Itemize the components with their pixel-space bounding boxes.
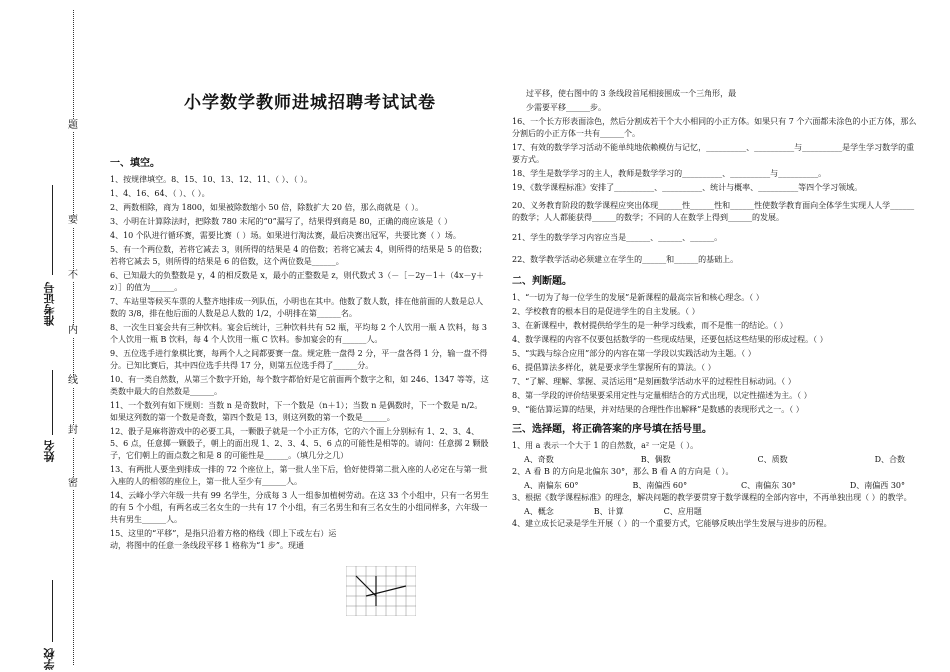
right-column	[512, 88, 917, 532]
choice-option: D、南偏西 30°	[849, 481, 905, 490]
seal-dotted-line	[73, 10, 74, 665]
choice-question: 4、建立成长记录是学生开展（ ）的一个重要方式，它能够反映出学生发展与进步的历程。	[512, 519, 832, 528]
question-item: 17、有效的数学学习活动不能单纯地依赖模仿与记忆，__________、__________与__________是学生学习数学的重要方式。	[512, 143, 915, 164]
question-item: 12、骰子是麻将游戏中的必要工具，一颗骰子就是一个小正方体，它的六个面上分别标有 1、2、3、4、5、6 点，任意掷一颗骰子，朝上的面出现 1、2、3、4、5、6 点的可能性是相等的。请问：任意掷 2 颗骰子，它们朝上的面点数之和是 8 的可能性是______。（填几分之几）	[110, 427, 489, 460]
section-heading: 一、填空。	[110, 158, 160, 169]
question-item: 3、小明在计算除法时，把除数 780 末尾的“0”漏写了，结果得到商是 80，正确的商应该是（ ）	[110, 217, 452, 226]
question-item: 14、云峰小学六年级一共有 99 名学生，分成每 3 人一组参加植树劳动。在这 33 个小组中，只有一名男生的有 5 个小组，有两名或三名女生的一共有 17 个小组，有三名男生和有三名女生的小组同样多，六年级一共有男生______人。	[110, 491, 489, 524]
choice-option: C、应用题	[663, 507, 702, 516]
ticket-number-label: 准考证号	[43, 282, 56, 326]
seal-word: 题	[63, 120, 83, 132]
ticket-number-field[interactable]	[52, 185, 53, 275]
question-item: 1、按规律填空。8、15、10、13、12、11、（ ）、（ ）。	[110, 175, 313, 184]
school-field[interactable]	[52, 580, 53, 642]
name-label: 姓名	[43, 440, 56, 462]
question-item: 15、这里的“平移”，是指只沿着方格的格线（即上下或左右）运动，将图中的任意一条线段平移 1 格称为“1 步”。现通	[110, 529, 337, 550]
choice-options	[512, 454, 917, 466]
choice-question: 2、A 看 B 的方向是北偏东 30°，那么 B 看 A 的方向是（ ）。	[512, 467, 734, 476]
page-title: 小学数学教师进城招聘考试试卷	[184, 93, 436, 113]
choice-option: A、概念	[524, 507, 554, 516]
judge-item: 7、“了解、理解、掌握、灵活运用”是刻画数学活动水平的过程性目标动词。（ ）	[512, 377, 796, 386]
question-item: 20、义务教育阶段的数学课程应突出体现______性______性和______性使数学教育面向全体学生实现人人学______的数学；人人都能获得______的数学；不同的人在数学上得到______的发展。	[512, 201, 915, 222]
question-item: 13、有两批人要坐到排成一排的 72 个座位上，第一批人坐下后，恰好使得第二批入座的人必定在与第一批入座的人的相邻的座位上，第一批人至少有______人。	[110, 465, 488, 486]
section-heading: 三、选择题，将正确答案的序号填在括号里。	[512, 424, 712, 435]
question-item: 1、4、16、64、（ ）、（ ）。	[110, 189, 210, 198]
question-item: 16、一个长方形表面涂色，然后分割成若干个大小相同的小正方体。如果只有 7 个六面都未涂色的小正方体，那么分割后的小正方体一共有______个。	[512, 117, 917, 138]
judge-item: 9、“能估算运算的结果，并对结果的合理性作出解释”是数感的表现形式之一。（ ）	[512, 405, 804, 414]
seal-word: 密	[63, 478, 83, 490]
choice-options	[512, 480, 917, 492]
seal-word: 封	[63, 425, 83, 437]
question-item: 8、一次生日宴会共有三种饮料。宴会后统计，三种饮料共有 52 瓶，平均每 2 个人饮用一瓶 A 饮料，每 3 个人饮用一瓶 B 饮料，每 4 个人饮用一瓶 C 饮料。参加宴会的有______人。	[110, 323, 488, 344]
question-item: 18、学生是数学学习的主人，教师是数学学习的__________、__________与__________。	[512, 169, 827, 178]
question-item: 7、车站里等候买车票的人整齐地排成一列队伍，小明也在其中。他数了数人数，排在他前面的人数是总人数的 3/8，排在他后面的人数是总人数的 1/2，小明排在第______名。	[110, 297, 484, 318]
judge-item: 2、学校教育的根本目的是促进学生的自主发展。（ ）	[512, 307, 700, 316]
grid-figure	[346, 566, 416, 616]
judge-item: 5、“实践与综合应用”部分的内容在第一学段以实践活动为主题。（ ）	[512, 349, 756, 358]
continuation-line: 过平移，使右图中的 3 条线段首尾相接围成一个三角形，最	[526, 89, 737, 98]
judge-item: 8、第一学段的评价结果要采用定性与定量相结合的方式出现，以定性描述为主。（ ）	[512, 391, 812, 400]
question-item: 6、已知最大的负整数是 y，4 的相反数是 x，最小的正整数是 z，则代数式 3（－［－2y－1＋（4x－y＋z）］的值为______。	[110, 271, 485, 292]
question-item: 10、有一类自然数，从第三个数字开始，每个数字都恰好是它前面两个数字之和，如 246、1347 等等，这类数中最大的自然数是______。	[110, 375, 489, 396]
choice-question: 1、用 a 表示一个大于 1 的自然数，a² 一定是（ ）。	[512, 441, 699, 450]
question-item: 22、数学教学活动必须建立在学生的______和______的基础上。	[512, 255, 739, 264]
choice-option: C、质数	[757, 455, 788, 464]
question-item: 9、五位选手进行象棋比赛，每两个人之间都要赛一盘。规定胜一盘得 2 分，平一盘各得 1 分，输一盘不得分。已知比赛后，其中四位选手共得 17 分，则第五位选手得了______分。	[110, 349, 488, 370]
binding-margin	[0, 0, 95, 672]
choice-option: A、奇数	[524, 455, 554, 464]
judge-item: 1、“一切为了每一位学生的发展”是新课程的最高宗旨和核心理念。（ ）	[512, 293, 764, 302]
section-heading: 二、判断题。	[512, 276, 572, 287]
question-item: 4、10 个队进行循环赛，需要比赛（ ）场。如果进行淘汰赛，最后决赛出冠军，共要比赛（ ）场。	[110, 231, 461, 240]
seal-word: 要	[63, 215, 83, 227]
question-item: 21、学生的数学学习内容应当是______、______、______。	[512, 233, 723, 242]
seal-word: 线	[63, 375, 83, 387]
continuation-line: 少需要平移______步。	[526, 103, 606, 112]
choice-option: A、南偏东 60°	[524, 481, 579, 490]
question-item: 19、《数学课程标准》安排了__________、__________、统计与概率、__________等四个学习领域。	[512, 183, 863, 192]
seal-word: 不	[63, 270, 83, 282]
question-item: 11、一个数列有如下规则：当数 n 是奇数时，下一个数是（n＋1）；当数 n 是偶数时，下一个数是 n/2。如果这列数的第一个数是奇数，第四个数是 13，则这列数的第一个数是______。	[110, 401, 483, 422]
judge-item: 3、在新课程中，教材提供给学生的是一种学习线索，而不是惟一的结论。（ ）	[512, 321, 788, 330]
choice-option: C、南偏东 30°	[741, 481, 796, 490]
judge-item: 4、数学课程的内容不仅要包括数学的一些现成结果，还要包括这些结果的形成过程。（ ）	[512, 335, 828, 344]
question-item: 5、有一个两位数，若将它减去 3，则所得的结果是 4 的倍数；若将它减去 4，则所得的结果是 5 的倍数；若将它减去 5，则所得的结果是 6 的倍数，这个两位数是______。	[110, 245, 487, 266]
seal-word: 内	[63, 325, 83, 337]
judge-item: 6、提倡算法多样化，就是要求学生掌握所有的算法。（ ）	[512, 363, 716, 372]
school-label: 学校	[43, 648, 56, 670]
choice-question: 3、根据《数学课程标准》的理念，解决问题的教学要贯穿于数学课程的全部内容中，不再单独出现（ ）的教学。	[512, 493, 912, 502]
choice-option: B、南偏西 60°	[632, 481, 688, 490]
name-field[interactable]	[52, 370, 53, 435]
left-column	[110, 152, 490, 554]
choice-options	[512, 506, 917, 518]
choice-option: D、合数	[874, 455, 905, 464]
choice-option: B、计算	[593, 507, 624, 516]
choice-option: B、偶数	[640, 455, 671, 464]
question-item: 2、两数相除，商为 1800，如果被除数缩小 50 倍，除数扩大 20 倍，那么商就是（ ）。	[110, 203, 424, 212]
